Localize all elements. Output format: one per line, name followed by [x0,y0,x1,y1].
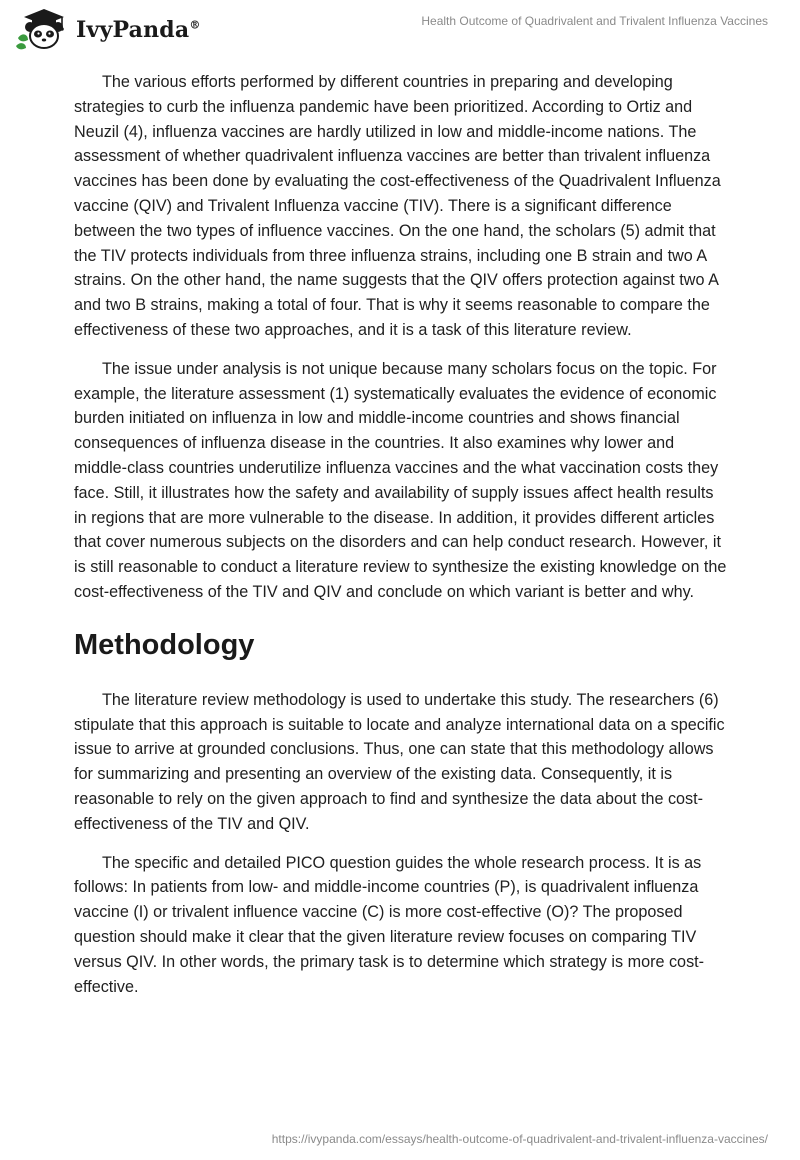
registered-mark: ® [189,18,201,32]
ivypanda-logo[interactable] [14,8,201,52]
intro-paragraph-2: The issue under analysis is not unique because many scholars focus on the topic. For example, the literature assessment (1) systematically evaluates the evidence of economic burden initiated on influenza in low and middle-income countries and shows financial consequences of influenza disease in the countries. It also examines why lower and middle-class countries underutilize influenza vaccines and the what vaccination costs they face. Still, it illustrates how the safety and availability of supply issues affect health results in regions that are more vulnerable to the disease. In addition, it provides different articles that cover numerous subjects on the disorders and can help conduct research. However, it is still reasonable to conduct a literature review to synthesize the existing knowledge on the cost-effectiveness of the TIV and QIV and conclude on which variant is better and why. [74,359,727,601]
panda-graduation-cap-icon [14,8,70,52]
page-header [0,0,800,60]
intro-paragraph-1: The various efforts performed by different countries in preparing and developing strategies to curb the influenza pandemic have been prioritized. According to Ortiz and Neuzil (4), influenza vaccines are hardly utilized in low and middle-income nations. The assessment of whether quadrivalent influenza vaccines are better than trivalent influenza vaccines has been done by evaluating the cost-effectiveness of the Quadrivalent Influenza vaccine (QIV) and Trivalent Influenza vaccine (TIV). There is a significant difference between the two types of influence vaccines. On the one hand, the scholars (5) admit that the TIV protects individuals from three influenza strains, including one B strain and two A strains. On the other hand, the name suggests that the QIV offers protection against two A and two B strains, making a total of four. That is why it seems reasonable to compare the effectiveness of these two approaches, and it is a task of this literature review. [74,73,721,339]
source-url[interactable]: https://ivypanda.com/essays/health-outcome-of-quadrivalent-and-trivalent-influenza-vaccines/ [271,1132,768,1146]
logo-text [76,17,201,43]
logo-wordmark: IvyPanda [76,17,190,43]
document-title: Health Outcome of Quadrivalent and Trivalent Influenza Vaccines [421,14,768,28]
methodology-heading: Methodology [74,628,255,661]
essay-content [74,70,730,1013]
methodology-paragraph-2: The specific and detailed PICO question guides the whole research process. It is as follows: In patients from low- and middle-income countries (P), is quadrivalent influenza vaccine (I) or trivalent influence vaccine (C) is more cost-effective (O)? The proposed question should make it clear that the given literature review focuses on comparing TIV versus QIV. In other words, the primary task is to determine which strategy is more cost-effective. [74,853,705,996]
methodology-paragraph-1: The literature review methodology is used to undertake this study. The researchers (6) stipulate that this approach is suitable to locate and analyze international data on a specific issue to arrive at grounded conclusions. Thus, one can state that this methodology allows for summarizing and presenting an overview of the existing data. Consequently, it is reasonable to rely on the given approach to find and synthesize the data about the cost-effectiveness of the TIV and QIV. [74,690,725,833]
